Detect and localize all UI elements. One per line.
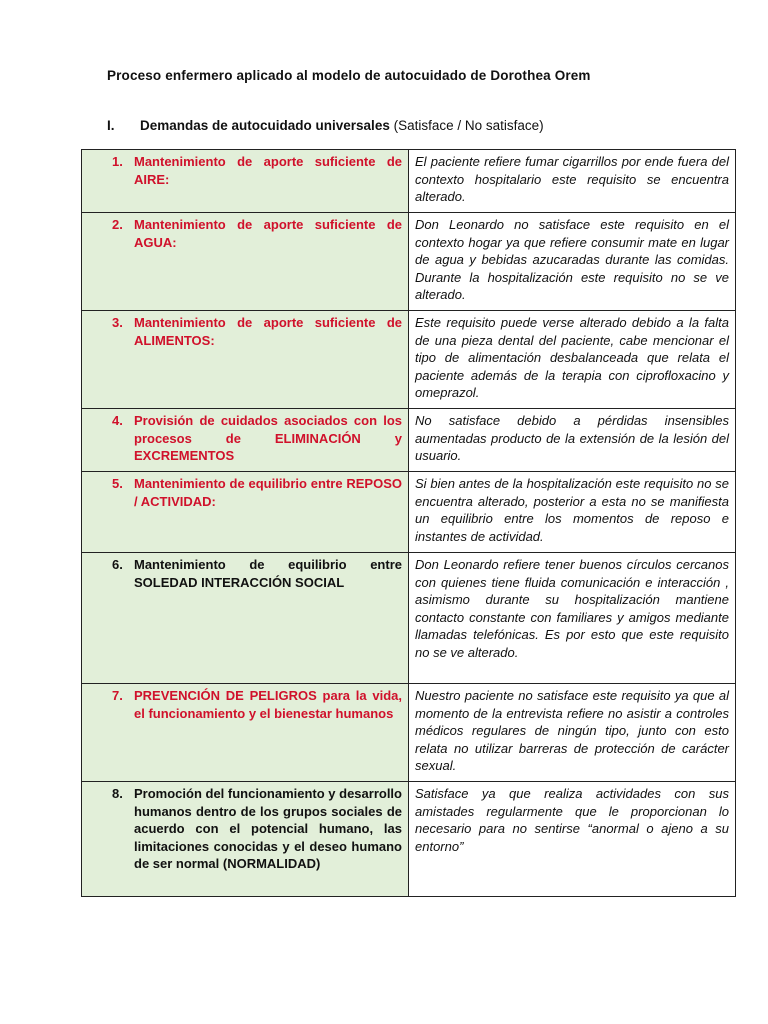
requirement-description: No satisface debido a pérdidas insensibles aumentadas producto de la extensión de la lesión del usuario.: [409, 409, 736, 472]
requirement-number: 6.: [112, 557, 123, 572]
table-row: [82, 472, 736, 553]
requirement-description: Don Leonardo no satisface este requisito en el contexto hogar ya que refiere consumir mate en lugar de agua y bebidas azucaradas durante las comidas. Durante la hospitalización este requisito no se ve alterado.: [409, 213, 736, 311]
requirement-label-cell: [82, 782, 409, 897]
requirement-label: Mantenimiento de equilibrio entre REPOSO / ACTIVIDAD:: [134, 476, 402, 509]
table-row: [82, 213, 736, 311]
requirement-number: 7.: [112, 688, 123, 703]
requirement-label: Mantenimiento de aporte suficiente de AGUA:: [134, 217, 402, 250]
requirement-label: Provisión de cuidados asociados con los procesos de ELIMINACIÓN y EXCREMENTOS: [134, 413, 402, 464]
requirement-description: Don Leonardo refiere tener buenos círculos cercanos con quienes tiene fluida comunicación e interacción , asimismo durante su hospitalización mantiene contacto constante con familiares y amigos mediante llamadas telefónicas. Es por esto que este requisito no se ve alterado.: [409, 553, 736, 684]
section-title: Demandas de autocuidado universales: [140, 118, 390, 133]
requirement-label: Promoción del funcionamiento y desarrollo humanos dentro de los grupos sociales de acuerdo con el potencial humano, las limitaciones conocidas y el deseo humano de ser normal (NORMALIDAD): [134, 786, 402, 872]
requirement-label: Mantenimiento de aporte suficiente de AIRE:: [134, 154, 402, 187]
table-row: [82, 553, 736, 684]
table-row: [82, 684, 736, 782]
requirement-number: 3.: [112, 315, 123, 330]
document-title: Proceso enfermero aplicado al modelo de autocuidado de Dorothea Orem: [107, 68, 591, 83]
table-row: [82, 150, 736, 213]
requirement-number: 4.: [112, 413, 123, 428]
requirement-label-cell: [82, 409, 409, 472]
requirement-label-cell: [82, 472, 409, 553]
requirement-label-cell: [82, 553, 409, 684]
requirement-label: PREVENCIÓN DE PELIGROS para la vida, el funcionamiento y el bienestar humanos: [134, 688, 402, 721]
requirements-table: [81, 149, 736, 897]
table-row: [82, 409, 736, 472]
table-row: [82, 311, 736, 409]
requirement-description: Nuestro paciente no satisface este requisito ya que al momento de la entrevista refiere no asistir a controles médicos regulares de ningún tipo, junto con esto relata no utilizar barreras de protección de carácter sexual.: [409, 684, 736, 782]
table-row: [82, 782, 736, 897]
requirement-number: 2.: [112, 217, 123, 232]
requirement-label-cell: [82, 684, 409, 782]
requirement-number: 8.: [112, 786, 123, 801]
requirement-description: Este requisito puede verse alterado debido a la falta de una pieza dental del paciente, cabe mencionar el tipo de alimentación desbalanceada que relata el paciente además de la terapia con ciprofloxacino y omeprazol.: [409, 311, 736, 409]
requirement-number: 1.: [112, 154, 123, 169]
requirement-label-cell: [82, 311, 409, 409]
requirement-label-cell: [82, 213, 409, 311]
requirement-number: 5.: [112, 476, 123, 491]
requirement-label-cell: [82, 150, 409, 213]
requirement-description: Satisface ya que realiza actividades con sus amistades regularmente que le proporcionan lo necesario para no sentirse “anormal o ajeno a su entorno”: [409, 782, 736, 897]
requirement-label: Mantenimiento de aporte suficiente de ALIMENTOS:: [134, 315, 402, 348]
section-number: I.: [107, 118, 115, 133]
section-heading: [107, 117, 544, 135]
requirement-description: Si bien antes de la hospitalización este requisito no se encuentra alterado, posterior a esta no se manifiesta un equilibrio entre los momentos de reposo e instantes de actividad.: [409, 472, 736, 553]
requirement-description: El paciente refiere fumar cigarrillos por ende fuera del contexto hospitalario este requisito se encuentra alterado.: [409, 150, 736, 213]
section-note: (Satisface / No satisface): [393, 118, 544, 133]
requirement-label: Mantenimiento de equilibrio entre SOLEDAD INTERACCIÓN SOCIAL: [134, 557, 402, 590]
